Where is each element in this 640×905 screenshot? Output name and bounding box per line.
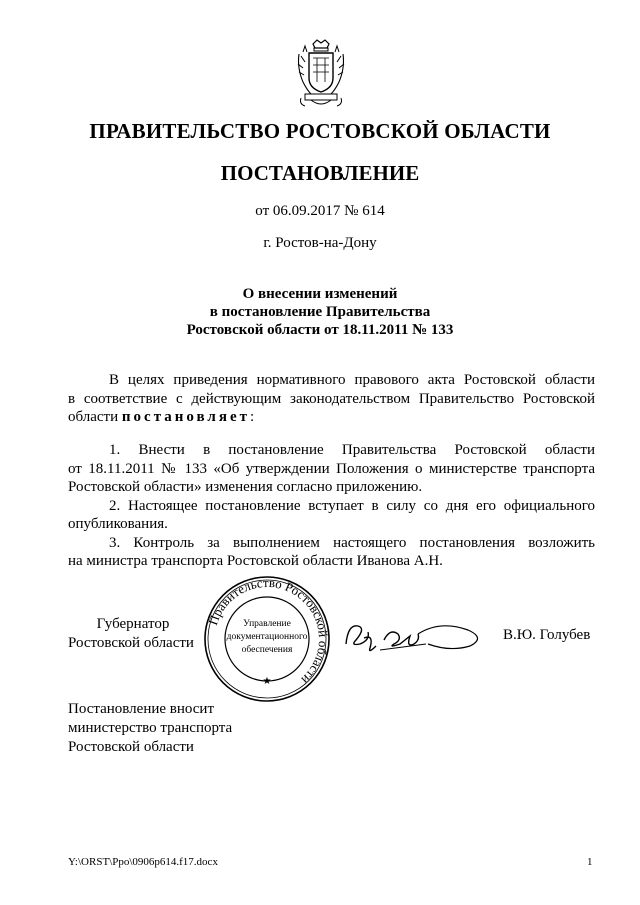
item-line: Ростовской области» изменения согласно приложению.	[68, 479, 423, 495]
document-date-number: от 06.09.2017 № 614	[255, 203, 385, 219]
subject-line: О внесении изменений	[242, 286, 398, 302]
preamble	[68, 371, 595, 427]
preamble-line	[68, 408, 595, 427]
item-line: на министра транспорта Ростовской области Иванова А.Н.	[68, 553, 443, 569]
item-line: от 18.11.2011 № 133 «Об утверждении Положения о министерстве транспорта	[68, 460, 595, 477]
subject-line: в постановление Правительства	[209, 304, 431, 320]
seal-inner-text: Управление	[243, 619, 291, 629]
document-city: г. Ростов-на-Дону	[263, 235, 377, 251]
official-seal	[202, 574, 332, 704]
seal-outer-text: Правительство Ростовской области	[205, 574, 332, 688]
decree-items	[68, 441, 595, 571]
page-number: 1	[587, 856, 593, 868]
decree-keyword: постановляет	[121, 409, 250, 425]
file-path: Y:\ORST\Ppo\0906p614.f17.docx	[68, 856, 218, 868]
item-line: опубликования.	[68, 516, 168, 532]
submitter-line: Постановление вносит	[68, 701, 215, 717]
seal-inner-text: обеспечения	[241, 645, 293, 655]
preamble-text: области	[68, 409, 122, 425]
document-type: ПОСТАНОВЛЕНИЕ	[220, 161, 420, 185]
item-line: 3. Контроль за выполнением настоящего постановления возложить	[109, 534, 595, 551]
coat-of-arms-icon	[293, 38, 349, 112]
preamble-line: в соответствие с действующим законодательством Правительство Ростовской	[68, 390, 595, 407]
position-line: Губернатор	[96, 616, 170, 632]
government-title: ПРАВИТЕЛЬСТВО РОСТОВСКОЙ ОБЛАСТИ	[89, 119, 551, 143]
seal-inner-text: документационного	[226, 632, 308, 642]
handwritten-signature-icon	[340, 614, 490, 660]
svg-text:★: ★	[262, 676, 272, 687]
subject-line: Ростовской области от 18.11.2011 № 133	[186, 322, 454, 338]
submitter-block	[68, 700, 232, 757]
submitter-line: министерство транспорта	[68, 720, 233, 736]
signatory-name: В.Ю. Голубев	[503, 627, 591, 643]
preamble-colon: :	[250, 409, 255, 425]
position-line: Ростовской области	[68, 635, 194, 651]
submitter-line: Ростовской области	[68, 739, 194, 755]
item-line: 2. Настоящее постановление вступает в силу со дня его официального	[109, 497, 595, 514]
signatory-position	[68, 615, 198, 653]
preamble-line: В целях приведения нормативного правового акта Ростовской области	[109, 372, 595, 388]
item-line: 1. Внести в постановление Правительства Ростовской области	[109, 442, 595, 458]
document-subject	[0, 285, 640, 339]
